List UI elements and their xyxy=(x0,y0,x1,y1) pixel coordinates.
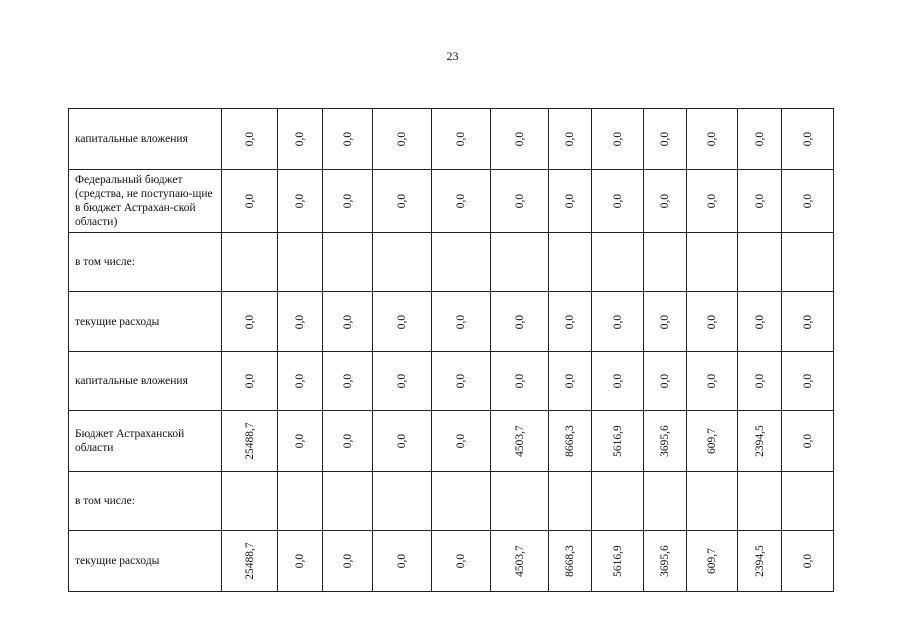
table-row xyxy=(69,292,834,352)
table-cell xyxy=(549,411,592,472)
table-cell xyxy=(278,233,323,292)
table-cell xyxy=(687,472,738,531)
table-cell xyxy=(644,233,687,292)
table-cell xyxy=(782,292,834,352)
table-cell xyxy=(373,233,432,292)
cell-value: 0,0 xyxy=(753,373,766,389)
table-cell xyxy=(592,352,644,411)
cell-value: 0,0 xyxy=(753,314,766,329)
cell-value: 3695,6 xyxy=(659,425,671,457)
table-cell xyxy=(432,531,491,592)
cell-value: 0,0 xyxy=(611,373,624,389)
table-cell xyxy=(687,170,738,233)
cell-value: 0,0 xyxy=(455,373,467,389)
table-cell xyxy=(222,170,278,233)
table-cell xyxy=(373,292,432,352)
cell-value: 0,0 xyxy=(243,314,256,329)
table-row xyxy=(69,109,834,170)
cell-value: 8668,3 xyxy=(564,545,576,577)
table-cell xyxy=(592,411,644,472)
cell-value: 0,0 xyxy=(396,131,408,147)
table-cell xyxy=(592,109,644,170)
cell-value: 0,0 xyxy=(706,373,718,389)
cell-value: 0,0 xyxy=(513,193,526,209)
cell-value: 0,0 xyxy=(564,314,576,329)
page-number: 23 xyxy=(446,49,459,63)
cell-value: 0,0 xyxy=(801,131,814,147)
table-cell xyxy=(222,109,278,170)
cell-value: 0,0 xyxy=(611,193,624,209)
cell-value: 0,0 xyxy=(611,131,624,147)
table-cell xyxy=(549,233,592,292)
cell-value: 0,0 xyxy=(341,433,354,449)
table-cell xyxy=(432,472,491,531)
table-cell xyxy=(278,109,323,170)
table-cell xyxy=(432,170,491,233)
table-cell xyxy=(222,233,278,292)
table-cell xyxy=(491,531,549,592)
table-cell xyxy=(278,472,323,531)
cell-value: 8668,3 xyxy=(564,425,576,457)
table-cell xyxy=(687,292,738,352)
cell-value: 0,0 xyxy=(396,433,408,449)
table-cell xyxy=(738,233,782,292)
table-cell xyxy=(782,352,834,411)
table-cell xyxy=(592,170,644,233)
cell-value: 0,0 xyxy=(294,314,306,329)
table-cell xyxy=(323,170,373,233)
cell-value: 0,0 xyxy=(706,131,718,147)
table-cell xyxy=(222,292,278,352)
table-cell xyxy=(278,531,323,592)
table-cell xyxy=(323,109,373,170)
cell-value: 0,0 xyxy=(341,314,354,329)
row-label: Бюджет Астраханской области xyxy=(69,411,222,472)
table-cell xyxy=(738,170,782,233)
cell-value: 0,0 xyxy=(706,193,718,209)
cell-value: 0,0 xyxy=(801,373,814,389)
table-cell xyxy=(644,531,687,592)
cell-value: 0,0 xyxy=(294,553,306,569)
table-cell xyxy=(644,411,687,472)
table-cell xyxy=(323,292,373,352)
cell-value: 0,0 xyxy=(243,193,256,209)
cell-value: 3695,6 xyxy=(659,545,671,577)
table-row xyxy=(69,531,834,592)
table-cell xyxy=(549,352,592,411)
cell-value: 0,0 xyxy=(564,373,576,389)
cell-value: 4503,7 xyxy=(513,425,526,457)
table-cell xyxy=(323,233,373,292)
table-cell xyxy=(373,531,432,592)
table-cell xyxy=(687,411,738,472)
table-cell xyxy=(687,531,738,592)
table-cell xyxy=(432,411,491,472)
row-label: капитальные вложения xyxy=(69,352,222,411)
table-cell xyxy=(432,233,491,292)
cell-value: 0,0 xyxy=(294,373,306,389)
cell-value: 5616,9 xyxy=(611,545,624,577)
table-cell xyxy=(782,109,834,170)
cell-value: 0,0 xyxy=(513,131,526,147)
table-cell xyxy=(491,170,549,233)
table-cell xyxy=(782,531,834,592)
table-cell xyxy=(323,352,373,411)
cell-value: 0,0 xyxy=(564,131,576,147)
table-cell xyxy=(373,411,432,472)
cell-value: 0,0 xyxy=(801,433,814,449)
table-cell xyxy=(738,109,782,170)
table-cell xyxy=(222,472,278,531)
cell-value: 25488,7 xyxy=(243,422,256,460)
table-cell xyxy=(373,472,432,531)
table-cell xyxy=(278,411,323,472)
cell-value: 0,0 xyxy=(753,131,766,147)
table-cell xyxy=(549,109,592,170)
table-cell xyxy=(644,352,687,411)
table-cell xyxy=(644,472,687,531)
cell-value: 0,0 xyxy=(396,553,408,569)
table-cell xyxy=(738,531,782,592)
cell-value: 2394,5 xyxy=(753,545,766,577)
cell-value: 0,0 xyxy=(455,553,467,569)
cell-value: 0,0 xyxy=(659,131,671,147)
table-cell xyxy=(278,292,323,352)
table-cell xyxy=(491,292,549,352)
table-cell xyxy=(592,531,644,592)
cell-value: 0,0 xyxy=(659,193,671,209)
table-cell xyxy=(491,109,549,170)
cell-value: 5616,9 xyxy=(611,425,624,457)
table-cell xyxy=(782,170,834,233)
cell-value: 4503,7 xyxy=(513,545,526,577)
cell-value: 0,0 xyxy=(294,433,306,449)
cell-value: 0,0 xyxy=(396,193,408,209)
table-cell xyxy=(222,352,278,411)
cell-value: 609,7 xyxy=(706,428,718,454)
table-cell xyxy=(687,352,738,411)
cell-value: 0,0 xyxy=(341,553,354,569)
cell-value: 0,0 xyxy=(341,193,354,209)
table-cell xyxy=(644,170,687,233)
table-cell xyxy=(592,472,644,531)
cell-value: 609,7 xyxy=(706,548,718,574)
table-cell xyxy=(432,109,491,170)
table-cell xyxy=(323,411,373,472)
cell-value: 2394,5 xyxy=(753,425,766,457)
table-cell xyxy=(644,292,687,352)
table-cell xyxy=(491,472,549,531)
table-cell xyxy=(373,109,432,170)
table-cell xyxy=(738,472,782,531)
row-label: в том числе: xyxy=(69,233,222,292)
cell-value: 0,0 xyxy=(801,553,814,569)
table-cell xyxy=(373,352,432,411)
table-row xyxy=(69,170,834,233)
table-cell xyxy=(222,411,278,472)
table-row xyxy=(69,472,834,531)
cell-value: 0,0 xyxy=(455,131,467,147)
cell-value: 0,0 xyxy=(455,433,467,449)
table-cell xyxy=(738,352,782,411)
cell-value: 0,0 xyxy=(753,193,766,209)
table-cell xyxy=(323,472,373,531)
cell-value: 0,0 xyxy=(801,314,814,329)
cell-value: 0,0 xyxy=(341,373,354,389)
cell-value: 0,0 xyxy=(243,373,256,389)
table-cell xyxy=(222,531,278,592)
cell-value: 0,0 xyxy=(455,193,467,209)
table-cell xyxy=(278,352,323,411)
cell-value: 0,0 xyxy=(294,131,306,147)
table-cell xyxy=(491,411,549,472)
table-cell xyxy=(592,292,644,352)
table-row xyxy=(69,352,834,411)
table-cell xyxy=(278,170,323,233)
cell-value: 0,0 xyxy=(564,193,576,209)
row-label: текущие расходы xyxy=(69,292,222,352)
table-cell xyxy=(644,109,687,170)
table-row xyxy=(69,233,834,292)
cell-value: 0,0 xyxy=(513,314,526,329)
row-label: в том числе: xyxy=(69,472,222,531)
table-cell xyxy=(491,352,549,411)
table-cell xyxy=(432,352,491,411)
table-cell xyxy=(738,292,782,352)
cell-value: 0,0 xyxy=(243,131,256,147)
cell-value: 25488,7 xyxy=(243,542,256,580)
table-cell xyxy=(738,411,782,472)
cell-value: 0,0 xyxy=(396,373,408,389)
table-cell xyxy=(432,292,491,352)
row-label: текущие расходы xyxy=(69,531,222,592)
table-cell xyxy=(549,292,592,352)
cell-value: 0,0 xyxy=(801,193,814,209)
table-cell xyxy=(373,170,432,233)
table-cell xyxy=(323,531,373,592)
cell-value: 0,0 xyxy=(455,314,467,329)
table-cell xyxy=(549,472,592,531)
cell-value: 0,0 xyxy=(396,314,408,329)
table-cell xyxy=(782,472,834,531)
table-cell xyxy=(592,233,644,292)
cell-value: 0,0 xyxy=(706,314,718,329)
budget-table xyxy=(68,108,834,592)
table-cell xyxy=(491,233,549,292)
table-cell xyxy=(782,233,834,292)
cell-value: 0,0 xyxy=(341,131,354,147)
cell-value: 0,0 xyxy=(659,314,671,329)
table-cell xyxy=(687,109,738,170)
table-cell xyxy=(782,411,834,472)
table-cell xyxy=(687,233,738,292)
cell-value: 0,0 xyxy=(659,373,671,389)
cell-value: 0,0 xyxy=(513,373,526,389)
table-cell xyxy=(549,170,592,233)
table-row xyxy=(69,411,834,472)
cell-value: 0,0 xyxy=(611,314,624,329)
table-cell xyxy=(549,531,592,592)
cell-value: 0,0 xyxy=(294,193,306,209)
row-label: Федеральный бюджет (средства, не поступаю-щие в бюджет Астрахан-ской области) xyxy=(69,170,222,233)
row-label: капитальные вложения xyxy=(69,109,222,170)
